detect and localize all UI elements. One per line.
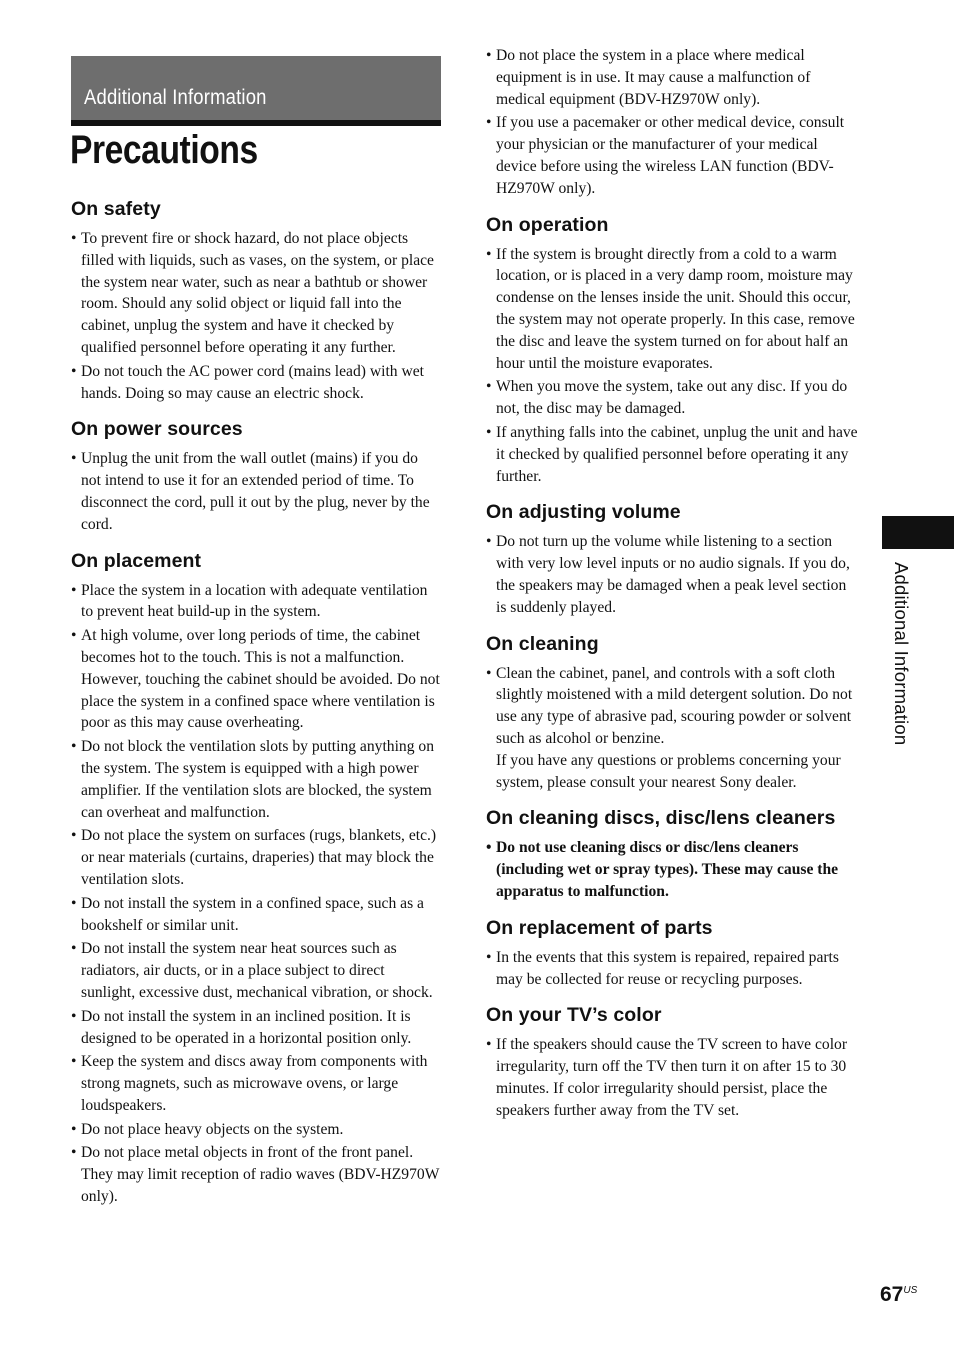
right-column [486, 45, 858, 1133]
list-item: • Do not use cleaning discs or disc/lens cleaners (including wet or spray types). These may cause the apparatus to malfunction. [486, 837, 858, 902]
list-item: • Do not install the system in a confined space, such as a bookshelf or similar unit. [71, 893, 441, 937]
page-number [880, 1283, 917, 1307]
list-item: • Keep the system and discs away from components with strong magnets, such as microwave ovens, or large loudspeakers. [71, 1051, 441, 1116]
heading-on-operation: On operation [486, 213, 609, 236]
heading-on-tv-color: On your TV’s color [486, 1004, 662, 1027]
list-item: • Do not touch the AC power cord (mains lead) with wet hands. Doing so may cause an electric shock. [71, 361, 441, 405]
list-item: • Do not turn up the volume while listening to a section with very low level inputs or no audio signals. If you do, the speakers may be damaged when a peak level section is suddenly played. [486, 531, 858, 618]
list-item: • At high volume, over long periods of time, the cabinet becomes hot to the touch. This is not a malfunction. However, touching the cabinet should be avoided. Do not place the system in a confined space where ventilation is poor as this may cause overheating. [71, 625, 441, 734]
list-item: • If anything falls into the cabinet, unplug the unit and have it checked by qualified personnel before operating it any further. [486, 422, 858, 487]
list-item: • When you move the system, take out any disc. If you do not, the disc may be damaged. [486, 376, 858, 420]
page-number-value: 67 [880, 1283, 904, 1306]
list-item: • If you use a pacemaker or other medical device, consult your physician or the manufacturer of your medical device before using the wireless LAN function (BDV-HZ970W only). [486, 112, 858, 199]
list-on-cleaning-discs [486, 837, 858, 902]
list-on-replacement-of-parts [486, 947, 858, 991]
list-on-placement [71, 580, 441, 1208]
cleaning-note: If you have any questions or problems concerning your system, please consult your nearest Sony dealer. [496, 751, 841, 791]
heading-on-cleaning: On cleaning [486, 632, 599, 655]
side-tab-text: Additional Information [891, 562, 912, 746]
list-on-safety [71, 228, 441, 404]
page-title: Precautions [70, 128, 258, 172]
section-label: Additional Information [84, 86, 267, 109]
heading-on-power-sources: On power sources [71, 418, 243, 441]
list-on-operation [486, 244, 858, 488]
list-item: • Do not place metal objects in front of the front panel. They may limit reception of radio waves (BDV-HZ970W only). [71, 1142, 441, 1207]
heading-on-adjusting-volume: On adjusting volume [486, 501, 681, 524]
left-column [71, 196, 441, 1220]
page-region: US [903, 1285, 918, 1296]
list-item: • Do not install the system near heat sources such as radiators, air ducts, or in a place subject to direct sunlight, excessive dust, mechanical vibration, or shock. [71, 938, 441, 1003]
side-tab-marker [882, 516, 954, 549]
list-item: • Do not block the ventilation slots by putting anything on the system. The system is equipped with a high power amplifier. If the ventilation slots are blocked, the system can overheat and malfunction. [71, 736, 441, 823]
list-on-adjusting-volume [486, 531, 858, 618]
list-item: • If the speakers should cause the TV screen to have color irregularity, turn off the TV then turn it on after 15 to 30 minutes. If color irregularity should persist, place the speakers further away from the TV set. [486, 1034, 858, 1121]
section-banner [71, 56, 441, 120]
heading-on-placement: On placement [71, 549, 202, 572]
list-item: • Do not place the system on surfaces (rugs, blankets, etc.) or near materials (curtains, draperies) that may block the ventilation slots. [71, 825, 441, 890]
list-on-cleaning [486, 663, 858, 794]
side-tab-label [878, 562, 922, 787]
list-item: • Do not place the system in a place where medical equipment is in use. It may cause a malfunction of medical equipment (BDV-HZ970W only). [486, 45, 858, 110]
list-item: • Place the system in a location with adequate ventilation to prevent heat build-up in the system. [71, 580, 441, 624]
list-item: • To prevent fire or shock hazard, do not place objects filled with liquids, such as vases, on the system, or place the system near water, such as near a bathtub or shower room. Should any solid object or liquid fall into the cabinet, unplug the system and have it checked by qualified personnel before operating it any further. [71, 228, 441, 359]
list-item: • In the events that this system is repaired, repaired parts may be collected for reuse or recycling purposes. [486, 947, 858, 991]
list-on-tv-color [486, 1034, 858, 1121]
heading-on-cleaning-discs: On cleaning discs, disc/lens cleaners [486, 807, 836, 830]
heading-on-safety: On safety [71, 198, 161, 220]
cleaning-instruction: Clean the cabinet, panel, and controls with a soft cloth slightly moistened with a mild detergent solution. Do not use any type of abrasive pad, scouring powder or solvent such as alcohol or benzine. [496, 664, 853, 747]
heading-on-replacement-of-parts: On replacement of parts [486, 916, 713, 939]
list-on-power-sources [71, 448, 441, 535]
list-continued-placement [486, 45, 858, 200]
banner-rule [71, 120, 441, 126]
list-item: • If the system is brought directly from a cold to a warm location, or is placed in a very damp room, moisture may condense on the lenses inside the unit. Should this occur, the system may not operate properly. In this case, remove the disc and leave the system turned on for about half an hour until the moisture evaporates. [486, 244, 858, 375]
list-item [486, 663, 858, 794]
list-item: • Do not install the system in an inclined position. It is designed to be operated in a horizontal position only. [71, 1006, 441, 1050]
list-item: • Unplug the unit from the wall outlet (mains) if you do not intend to use it for an extended period of time. To disconnect the cord, pull it out by the plug, never by the cord. [71, 448, 441, 535]
list-item: • Do not place heavy objects on the system. [71, 1119, 441, 1141]
